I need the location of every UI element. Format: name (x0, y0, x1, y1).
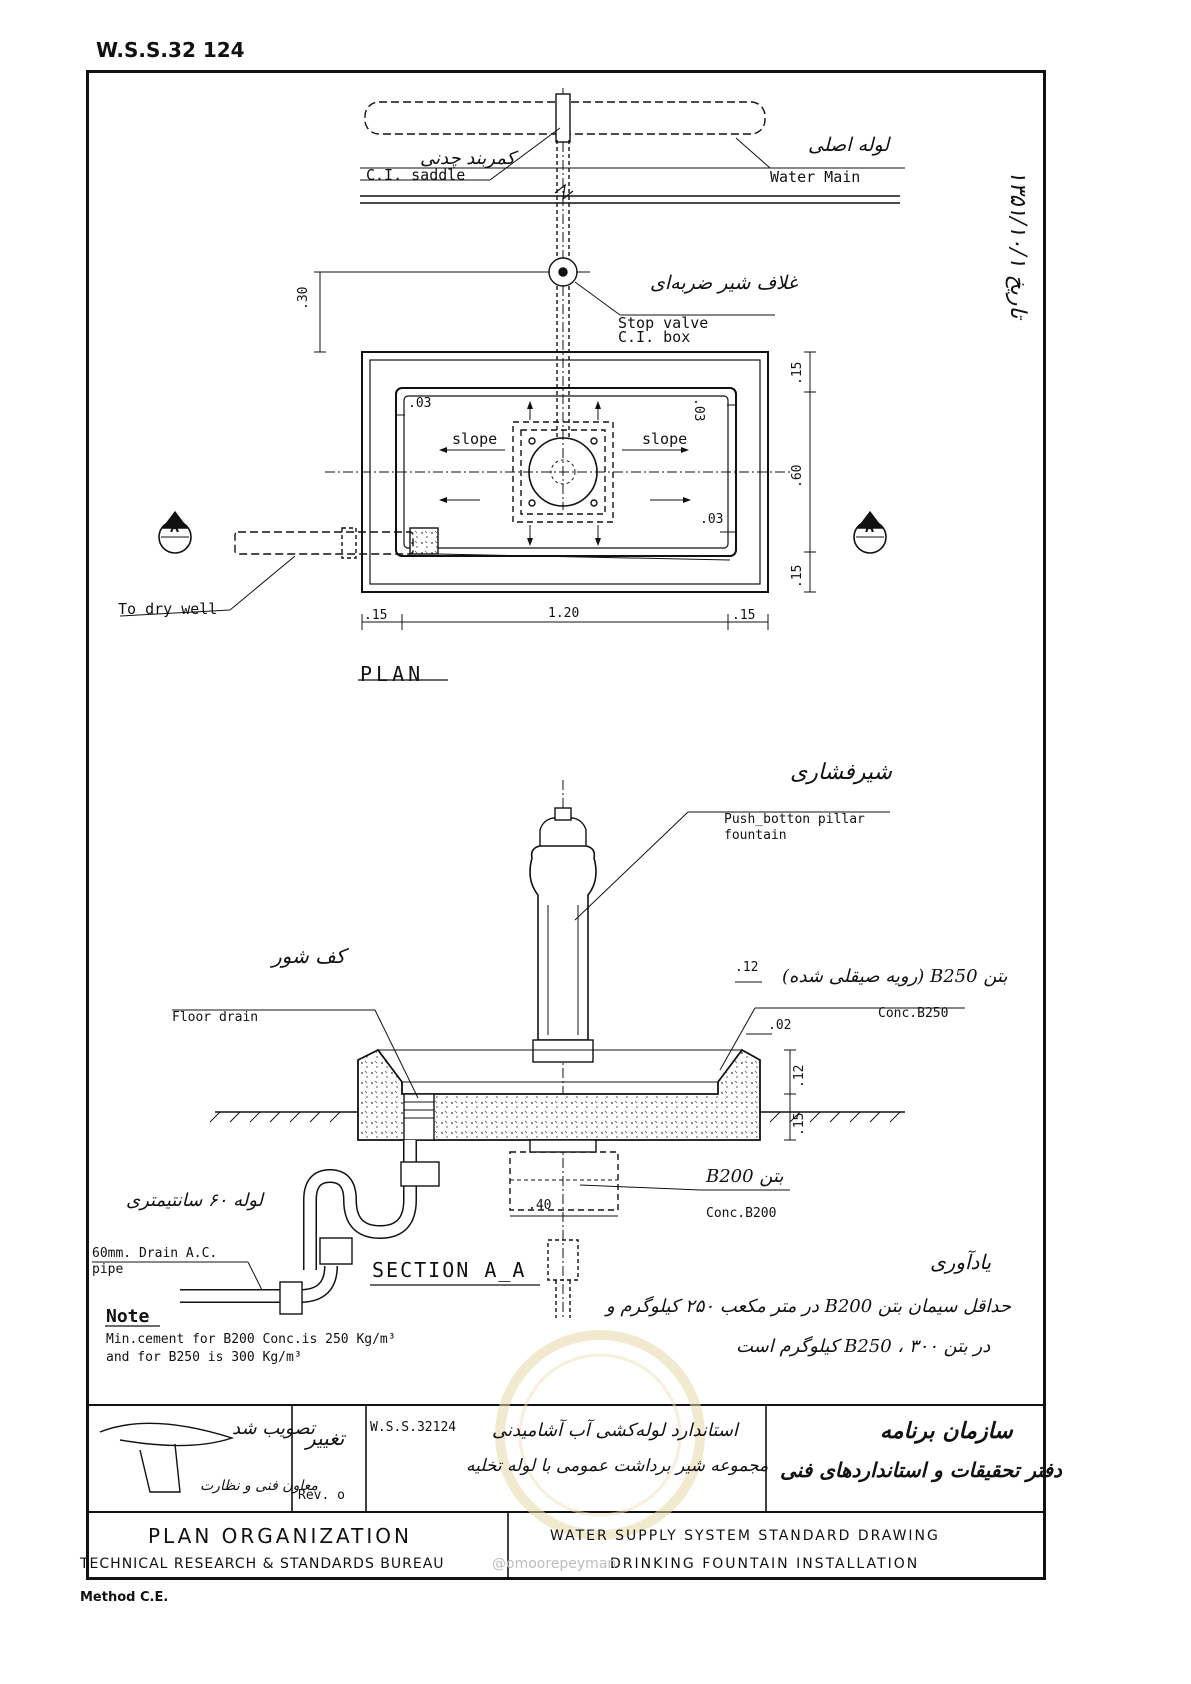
dim-15-top: .15 (790, 361, 805, 385)
fountain-label-fa: شیرفشاری (790, 760, 892, 785)
floor-drain-label: Floor drain (172, 1010, 259, 1025)
saddle-label-fa: کمربند چدنی (420, 148, 516, 169)
bureau-name: TECHNICAL RESEARCH & STANDARDS BUREAU (80, 1556, 445, 1572)
drawing-name: DRINKING FOUNTAIN INSTALLATION (610, 1556, 920, 1572)
approval-label-fa: تصویب شد (232, 1418, 315, 1439)
note-line-2-fa: در بتن B250 ، ۳۰۰ کیلوگرم است (736, 1336, 991, 1357)
note-line-1: Min.cement for B200 Conc.is 250 Kg/m³ (106, 1332, 396, 1347)
document-code: W.S.S.32 124 (96, 38, 245, 62)
revision-label-fa: تغییر (306, 1426, 345, 1450)
slope-right-label: slope (642, 430, 688, 448)
standard-subtitle-fa: مجموعه شیر برداشت عمومی با لوله تخلیه (466, 1456, 769, 1476)
note-title: Note (106, 1306, 150, 1327)
dim-02: .02 (768, 1018, 792, 1033)
drain-pipe-label-fa: لوله ۶۰ سانتیمتری (126, 1190, 264, 1211)
side-date: تاریخ ۱۳۵۱/۱۰/۱ (1005, 170, 1030, 319)
revision-label: Rev. o (298, 1488, 345, 1503)
dim-03-right: .03 (691, 398, 706, 422)
stop-valve-label: Stop valve (618, 314, 709, 332)
dim-15-section: .15 (792, 1112, 807, 1136)
dim-12-side: .12 (792, 1064, 807, 1088)
watermark-text: @omoorepeyman (492, 1556, 617, 1572)
note-line-2: and for B250 is 300 Kg/m³ (106, 1350, 302, 1365)
title-block-doc-code: W.S.S.32124 (370, 1420, 457, 1435)
conc-b250-label: Conc.B250 (878, 1006, 949, 1021)
water-main-label: Water Main (770, 168, 861, 186)
note-line-1-fa: حداقل سیمان بتن B200 در متر مکعب ۲۵۰ کیلوگرم و (606, 1296, 1011, 1317)
floor-drain-label-fa: کف شور (272, 944, 346, 968)
water-main-label-fa: لوله اصلی (808, 134, 890, 156)
section-marker-right: A (865, 518, 875, 536)
dim-30: .30 (296, 286, 311, 310)
dry-well-label: To dry well (118, 600, 218, 618)
stop-valve-label-fa: غلاف شیر ضربه‌ای (650, 272, 798, 294)
note-title-fa: یادآوری (930, 1250, 992, 1274)
conc-b200-label: Conc.B200 (706, 1206, 777, 1221)
dim-60: .60 (790, 464, 805, 488)
organization-name: PLAN ORGANIZATION (148, 1524, 412, 1548)
slope-left-label: slope (452, 430, 498, 448)
bureau-fa: دفتر تحقیقات و استانداردهای فنی (780, 1458, 1062, 1482)
dim-40: .40 (528, 1198, 552, 1213)
conc-b250-label-fa: بتن B250 (رویه صیقلی شده) (782, 966, 1008, 987)
drawing-system-title: WATER SUPPLY SYSTEM STANDARD DRAWING (550, 1528, 940, 1544)
dim-15-bottom: .15 (790, 564, 805, 588)
method-label: Method C.E. (80, 1590, 169, 1605)
deputy-label-fa: معاون فنی و نظارت (200, 1478, 318, 1494)
organization-fa: سازمان برنامه (880, 1418, 1013, 1444)
standard-title-fa: استاندارد لوله‌کشی آب آشامیدنی (492, 1420, 738, 1441)
drain-pipe-label-2: pipe (92, 1262, 124, 1277)
conc-b200-label-fa: بتن B200 (706, 1166, 784, 1187)
dim-120: 1.20 (548, 606, 580, 621)
fountain-label: Push_botton pillar (724, 812, 865, 827)
dim-03-bottom: .03 (700, 512, 724, 527)
drain-pipe-label: 60mm. Drain A.C. (92, 1246, 218, 1261)
plan-title: PLAN (360, 662, 425, 686)
dim-15-left: .15 (364, 608, 388, 623)
stop-valve-box-label: C.I. box (618, 328, 691, 346)
dim-15-right: .15 (732, 608, 756, 623)
dim-03-left: .03 (408, 396, 432, 411)
section-title: SECTION A_A (372, 1258, 527, 1282)
saddle-label: C.I. saddle (366, 166, 466, 184)
fountain-label-2: fountain (724, 828, 787, 843)
dim-12-top: .12 (735, 960, 759, 975)
section-marker-left: A (170, 518, 180, 536)
